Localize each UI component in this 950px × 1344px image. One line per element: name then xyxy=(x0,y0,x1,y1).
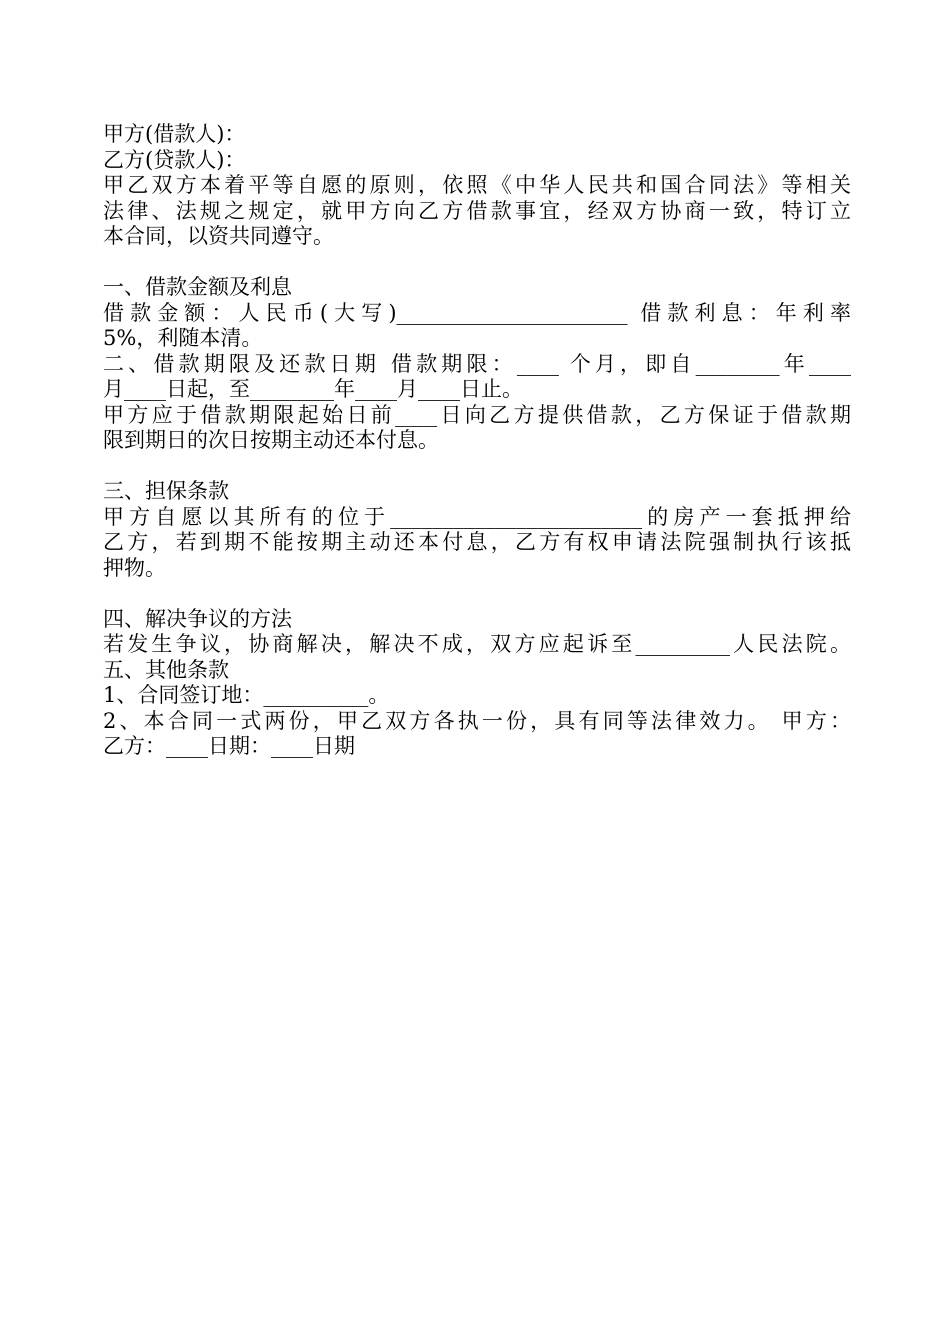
spacer xyxy=(103,454,851,480)
preamble-line-1: 甲乙双方本着平等自愿的原则，依照《中华人民共和国合同法》等相关 xyxy=(103,173,851,197)
signing-place-line: 1、合同签订地：__________。 xyxy=(103,683,390,707)
loan-term-line: 月____日起，至________年____月____日止。 xyxy=(103,377,523,401)
preamble-line-3: 本合同，以资共同遵守。 xyxy=(103,224,334,248)
dispute-line: 若发生争议，协商解决，解决不成，双方应起诉至_________人民法院。 xyxy=(103,632,851,656)
preamble-line-2: 法律、法规之规定，就甲方向乙方借款事宜，经双方协商一致，特订立 xyxy=(103,198,851,223)
section-3-heading: 三、担保条款 xyxy=(103,479,229,503)
copies-line: 2、本合同一式两份，甲乙双方各执一份，具有同等法律效力。 甲方： xyxy=(103,708,851,733)
contract-body xyxy=(103,122,851,760)
section-1-heading: 一、借款金额及利息 xyxy=(103,275,292,299)
provision-line-1: 甲方应于借款期限起始日前____日向乙方提供借款，乙方保证于借款期 xyxy=(103,402,851,427)
spacer xyxy=(103,250,851,276)
loan-amount-line: 借款金额：人民币(大写)______________________ 借款利息：年利率 xyxy=(103,300,851,325)
interest-line: 5%，利随本清。 xyxy=(103,326,263,350)
party-a-label: 甲方(借款人)： xyxy=(103,122,246,146)
guarantee-line-1: 甲方自愿以其所有的位于________________________的房产一套抵押给 xyxy=(103,504,851,529)
section-4-heading: 四、解决争议的方法 xyxy=(103,606,292,631)
provision-line-2: 限到期日的次日按期主动还本付息。 xyxy=(103,428,439,452)
signature-line: 乙方：____日期：____日期 xyxy=(103,734,355,758)
section-2-heading: 二、借款期限及还款日期 借款期限：____ 个月，即自________年____ xyxy=(103,351,851,376)
guarantee-line-2: 乙方，若到期不能按期主动还本付息，乙方有权申请法院强制执行该抵 xyxy=(103,530,851,554)
guarantee-line-3: 押物。 xyxy=(103,555,166,580)
party-b-label: 乙方(贷款人)： xyxy=(103,147,246,172)
spacer xyxy=(103,581,851,607)
section-5-heading: 五、其他条款 xyxy=(103,657,229,682)
